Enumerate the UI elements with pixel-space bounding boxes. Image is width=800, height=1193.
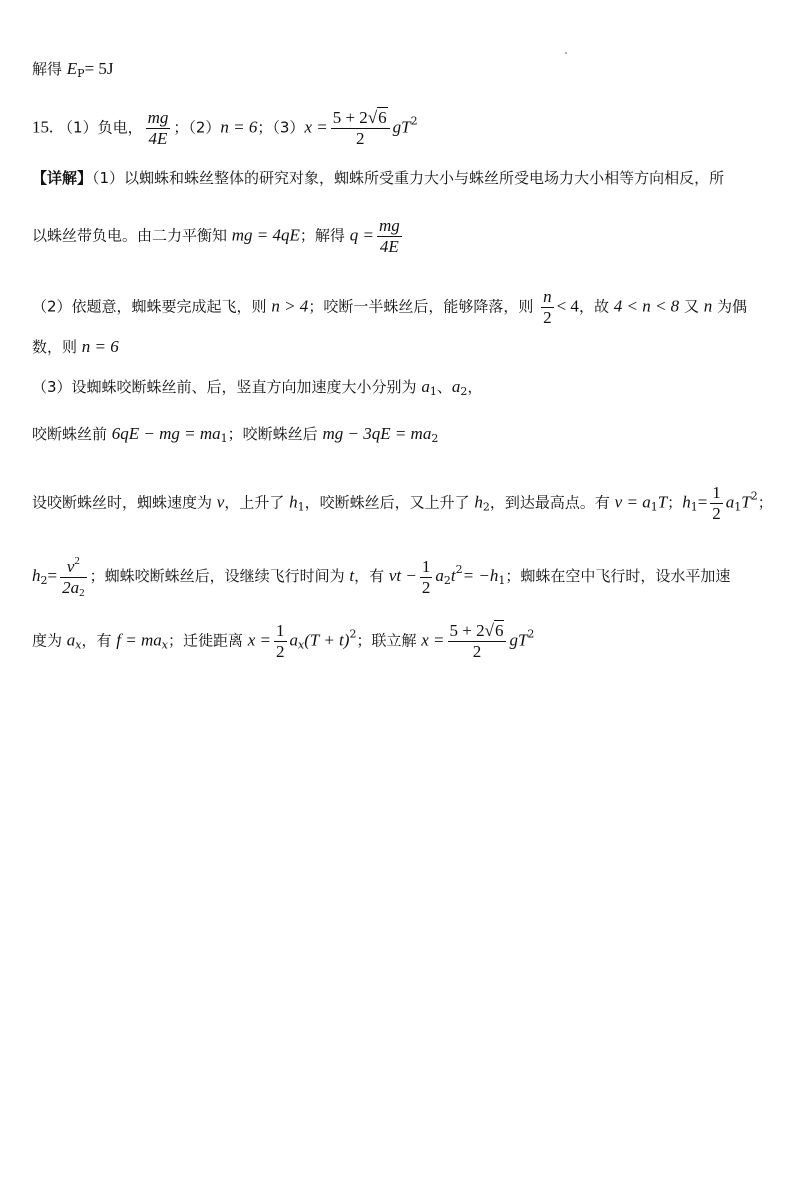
- half-fraction: $\frac{1}{2}$: [712, 483, 721, 523]
- h2-fraction: $\frac{v^2}{2a_2}$: [60, 551, 87, 603]
- half-fraction-3: $\frac{1}{2}$: [276, 621, 285, 661]
- detail-label: 【详解】: [32, 169, 93, 187]
- q15-answer-line: 15. （1）负电， $\frac{mg}{4E}$ ；（2）n = 6；（3）x = $\frac{5 + 2√6}{2}$ $gT^2$: [32, 108, 418, 148]
- scan-speck: [565, 52, 567, 54]
- detail-part3-line2: 咬断蛛丝前 6qE − mg = $ma_1$；咬断蛛丝后 mg − $3qE = ma_2$: [32, 424, 439, 445]
- final-x-fraction: $\frac{5 + 2√6}{2}$: [448, 621, 507, 662]
- detail-part2-line2: 数，则 n = 6: [32, 337, 119, 356]
- answer3-fraction: $\frac{5 + 2√6}{2}$: [331, 108, 390, 149]
- ep-result-line: 解得 $E_P= 5J$: [32, 59, 114, 80]
- detail-part1-line1: 【详解】（1）以蜘蛛和蛛丝整体的研究对象，蜘蛛所受重力大小与蛛丝所受电场力大小相等方向相反，所: [32, 169, 725, 187]
- detail-part3-line1: （3）设蜘蛛咬断蛛丝前、后，竖直方向加速度大小分别为 $a_1$、$a_2$，: [32, 377, 483, 398]
- detail-part2-line1: （2）依题意，蜘蛛要完成起飞，则 n > 4；咬断一半蛛丝后，能够降落，则 $\frac{n}{2}$ < 4，故 4 < n < 8 又 n 为偶: [32, 287, 747, 327]
- question-number: 15.: [32, 117, 54, 137]
- half-fraction-2: $\frac{1}{2}$: [421, 556, 431, 597]
- q-fraction: $\frac{mg}{4E}$: [378, 216, 400, 256]
- detail-part1-line2: 以蛛丝带负电。由二力平衡知 mg = 4qE；解得 q = $\frac{mg}{4E}$: [32, 216, 400, 256]
- detail-part3-line4: $h_2=$ $\frac{v^2}{2a_2}$ ；蜘蛛咬断蛛丝后，设继续飞行时间为 t，有 vt − $\frac{1}{2}$ $a_2t^2= -h_1$；蜘蛛在空中飞行时，设水平加速: [32, 551, 772, 603]
- n-half-fraction: $\frac{n}{2}$: [543, 287, 552, 327]
- detail-part3-line5: 度为 $a_x$，有 $f = ma_x$；迁徙距离 x = $\frac{1}{2}$ $a_x(T + t)^2$；联立解 x = $\frac{5 + 2√6}{2}$ $gT^2$: [32, 621, 535, 661]
- answer1-fraction: $\frac{mg}{4E}$: [147, 108, 169, 148]
- detail-part3-line3: 设咬断蛛丝时，蜘蛛速度为 v，上升了 $h_1$，咬断蛛丝后，又上升了 $h_2$，到达最高点。有 $v = a_1T$；$h_1=$ $\frac{1}{2}$ $a_1T^2$；: [32, 483, 773, 523]
